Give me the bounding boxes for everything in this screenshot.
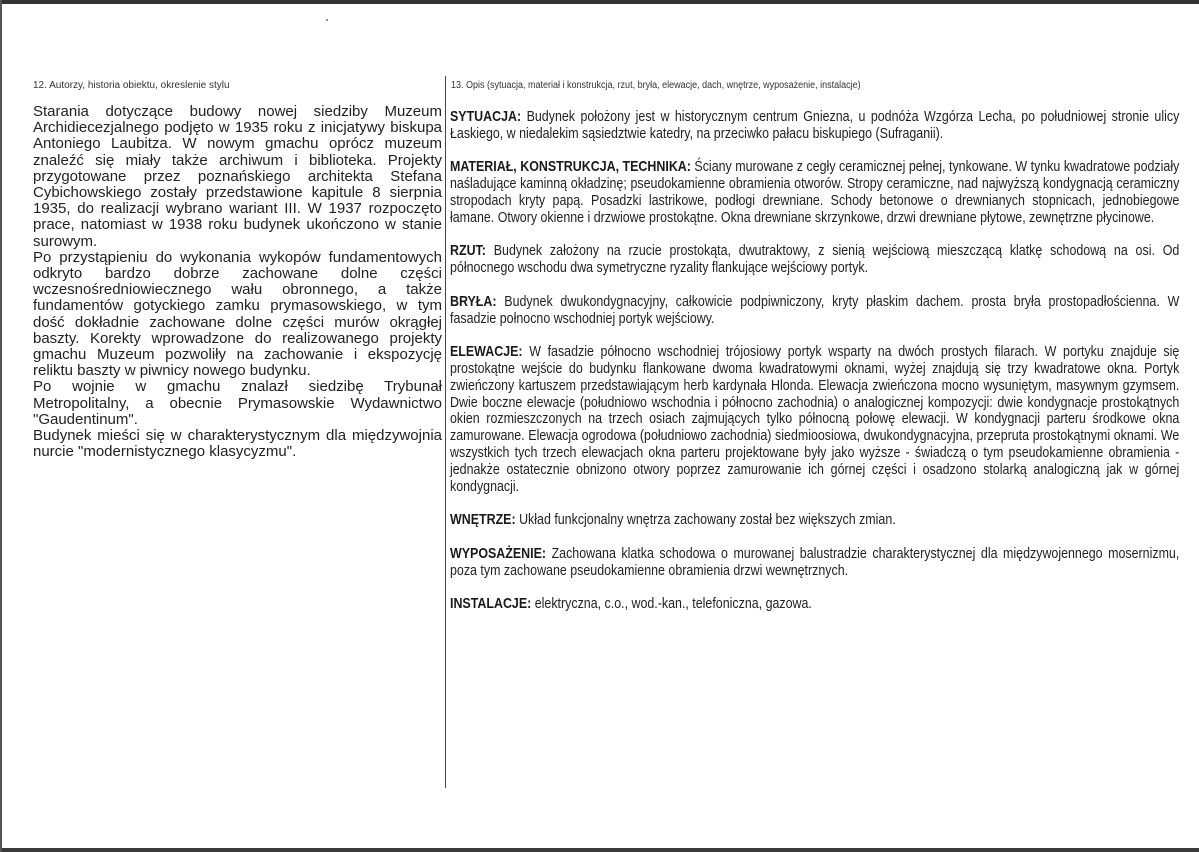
label: INSTALACJE: — [450, 596, 532, 613]
text: Budynek dwukondygnacyjny, całkowicie podpiwniczony, kryty płaskim dachem. prosta bryła prostopadłościenna. W fasadzie połnocno wschodniej portyk wejściowy. — [450, 293, 1180, 327]
section-13-body — [450, 109, 1179, 630]
section-13-heading: 13. Opis (sytuacja, materiał i konstrukcja, rzut, bryła, elewacje, dach, wnętrze, wyposażenie, instalacje) — [451, 80, 861, 91]
label: WNĘTRZE: — [450, 512, 516, 529]
paragraph: Po przystąpieniu do wykonania wykopów fundamentowych odkryto bardzo dobrze zachowane dolne części wczesnośredniowiecznego wału obronnego, a także fundamentów gotyckiego zamku prymasowskiego, w tym dość dokładnie zachowane dolne części murów okrągłej baszty. Korekty wprowadzone do realizowanego projekty gmachu Muzeum pozwoliły na zachowanie i ekspozycję reliktu baszty w piwnicy nowego budynku. — [33, 248, 442, 380]
paragraph-sytuacja — [450, 109, 1179, 143]
scan-edge-top — [0, 0, 1199, 4]
section-12-body — [33, 104, 442, 460]
paragraph-bryla — [450, 294, 1179, 328]
paragraph: Po wojnie w gmachu znalazł siedzibę Trybunał Metropolitalny, a obecnie Prymasowskie Wydawnictwo "Gaudentinum". — [33, 378, 442, 428]
paragraph-wnetrze — [450, 512, 1179, 529]
section-12-heading: 12. Autorzy, historia obiektu, okreslenie stylu — [33, 80, 230, 91]
text: Ściany murowane z cegły ceramicznej pełnej, tynkowane. W tynku kwadratowe podziały naśladujące kaminną okładzinę; pseudokamienne obramienia otworów. Stropy ceramiczne, nad najwyższą kondygnacją ceramiczny stropodach kryty papą. Posadzki lastrikowe, podłogi drewniane. Schody betonowe o drewnianych stopnicach, jednobiegowe łamane. Otwory okienne i drzwiowe prostokątne. Okna drewniane skrzynkowe, drzwi drewniane płytowe, zewnętrzne płycinowe. — [450, 159, 1180, 226]
paragraph: Budynek mieści się w charakterystycznym dla międzywojnia nurcie "modernistycznego klasycyzmu". — [33, 427, 442, 461]
scan-speck — [326, 19, 328, 21]
text: Budynek położony jest w historycznym centrum Gniezna, u podnóża Wzgórza Lecha, po południowej stronie ulicy Łaskiego, w niedalekim sąsiedztwie katedry, na przeciwko pałacu biskupiego (Sufraganii). — [450, 109, 1180, 142]
label: ELEWACJE: — [450, 344, 523, 361]
label: SYTUACJA: — [450, 109, 522, 125]
scan-edge-left — [0, 0, 2, 852]
text: elektryczna, c.o., wod.-kan., telefoniczna, gazowa. — [531, 596, 812, 613]
text: W fasadzie północno wschodniej trójosiowy portyk wsparty na dwóch prostych filarach. W portyku znajduje się prostokątne wejście do budynku flankowane dwoma kwadratowymi oknami, wyżej znajdują się trzy kwadratowe okna. Portyk zwieńczony kartuszem przedstawiającym herb kardynała Hlonda. Elewacja zwieńczona mocno wysuniętym, masywnym gzymsem. Dwie boczne elewacje (południowo wschodnia i północno zachodnia) o analogicznej kompozycji: dwie kondygnacje prostokątnych okien rozmieszczonych na trzech osiach zajmujących tylko północną połowę elewacji. W kondygnacji parteru środkowe okna zamurowane. Elewacja ogrodowa (południowo zachodnia) siedmioosiowa, dwukondygnacyjna, przepruta prostokątnymi oknami. We wszystkich tych trzech elewacjach okna parteru projektowane były jako wyższe - świadczą o tym pseudokamienne obramienia - jednakże ostatecznie obnizono otwory poprzez zamurowanie ich górnej części i osadzono stolarką analogiczną jak w górnej kondygnacji. — [450, 344, 1180, 495]
column-divider — [445, 76, 446, 788]
label: WYPOSAŻENIE: — [450, 545, 547, 562]
label: BRYŁA: — [450, 293, 497, 310]
text: Zachowana klatka schodowa o murowanej balustradzie charakterystycznej dla międzywojennego mosernizmu, poza tym zachowane pseudokamienne obramienia drzwi wewnętrznych. — [450, 545, 1180, 579]
label: RZUT: — [450, 243, 486, 260]
paragraph-instalacje — [450, 596, 1179, 613]
scan-edge-bottom — [0, 848, 1199, 852]
paragraph-rzut — [450, 243, 1179, 277]
paragraph-material — [450, 159, 1179, 226]
text: Budynek założony na rzucie prostokąta, dwutraktowy, z sienią wejściową mieszczącą klatkę schodową na osi. Od północnego wschodu dwa symetryczne ryzality flankujące wejściowy portyk. — [450, 243, 1180, 277]
text: Układ funkcjonalny wnętrza zachowany został bez większych zmian. — [515, 512, 896, 529]
paragraph-elewacje — [450, 344, 1179, 495]
label: MATERIAŁ, KONSTRUKCJA, TECHNIKA: — [450, 159, 691, 176]
paragraph-wyposazenie — [450, 546, 1179, 580]
paragraph: Starania dotyczące budowy nowej siedziby Muzeum Archidiecezjalnego podjęto w 1935 roku z inicjatywy biskupa Antoniego Laubitza. W nowym gmachu oprócz muzeum znaleźć się miały także archiwum i biblioteka. Projekty przygotowane przez poznańskiego architekta Stefana Cybichowskiego zostały przedstawione kapitule 8 sierpnia 1935, do realizacji wybrano wariant III. W 1937 rozpoczęto prace, natomiast w 1938 roku budynek ukończono w stanie surowym. — [33, 103, 442, 250]
